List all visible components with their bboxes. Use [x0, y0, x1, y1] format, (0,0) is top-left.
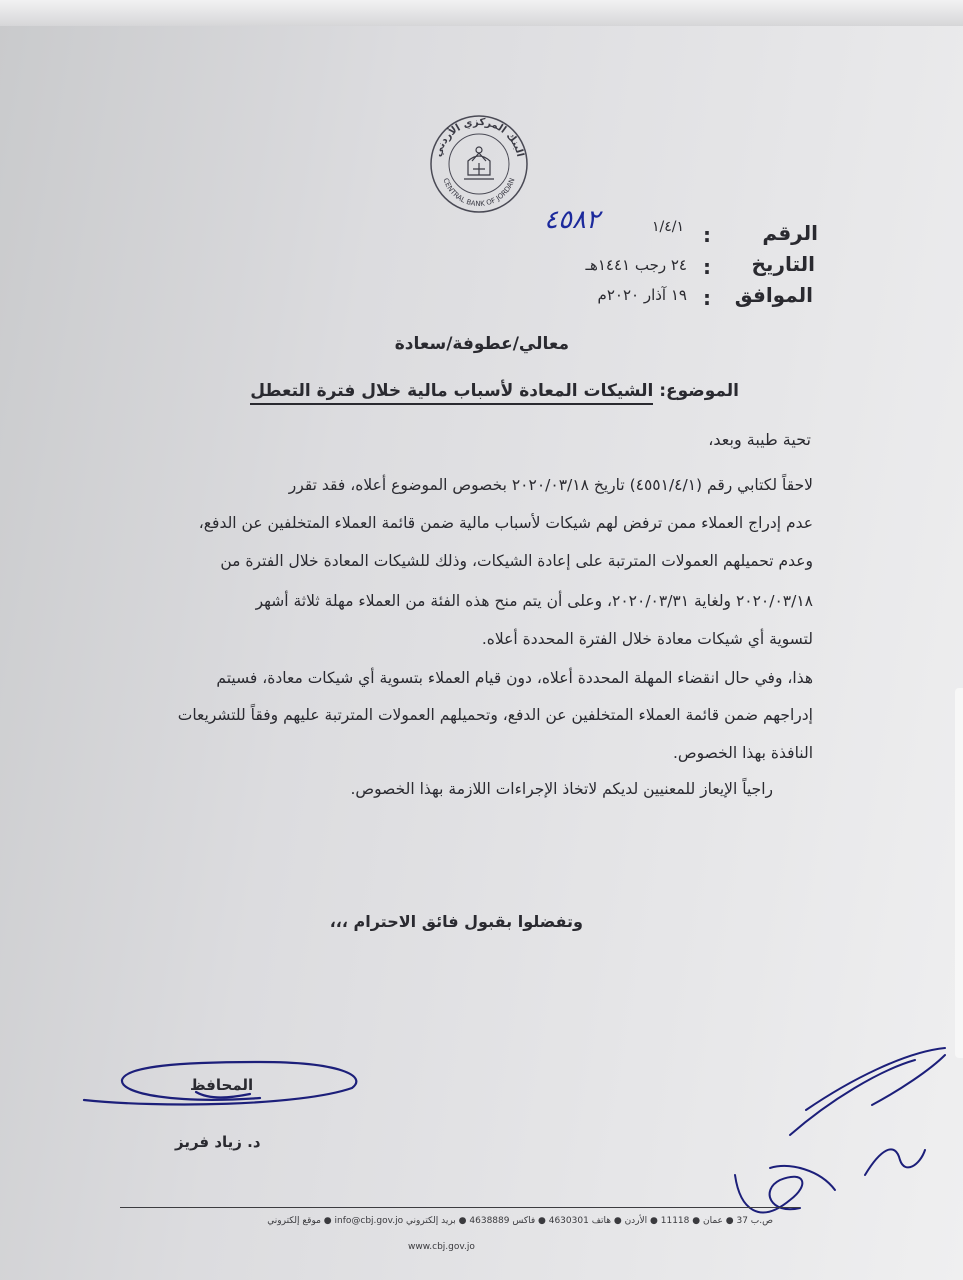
footer-website: www.cbj.gov.jo	[408, 1242, 475, 1252]
date-colon: :	[703, 255, 711, 279]
para1-line3: وعدم تحميلهم العمولات المترتبة على إعادة الشيكات، وذلك للشيكات المعادة خلال الفترة من	[220, 552, 813, 570]
ref-number-handwritten: ٤٥٨٢	[544, 205, 600, 235]
ref-label: الرقم	[762, 221, 818, 245]
subject-label: الموضوع:	[659, 381, 739, 401]
screen-edge-tab	[955, 688, 963, 1058]
para1-line4: ٢٠٢٠/٠٣/١٨ ولغاية ٢٠٢٠/٠٣/٣١، وعلى أن يتم منح هذه الفئة من العملاء مهلة ثلاثة أشهر	[255, 592, 813, 610]
date-value: ٢٤ رجب ١٤٤١هـ	[585, 256, 687, 274]
para1-line2: عدم إدراج العملاء ممن ترفض لهم شيكات لأسباب مالية ضمن قائمة العملاء المتخلفين عن الدفع،	[198, 514, 813, 532]
svg-text:البنك المركزي الأردني	[433, 117, 526, 158]
greg-colon: :	[703, 286, 711, 310]
greeting: تحية طيبة وبعد،	[708, 430, 811, 449]
para1-line1: لاحقاً لكتابي رقم (٤٥٥١/٤/١) تاريخ ٢٠٢٠/٠٣/١٨ بخصوص الموضوع أعلاه، فقد تقرر	[288, 476, 813, 494]
addressee: معالي/عطوفة/سعادة	[394, 334, 569, 354]
footer-contact: ص.ب 37 ● عمان ● 11118 ● الأردن ● هاتف 4630301 ● فاكس 4638889 ● بريد إلكتروني info@cbj.gov.jo ● موقع إلكتروني	[267, 1216, 773, 1226]
date-label: التاريخ	[751, 252, 815, 276]
bank-seal	[428, 113, 530, 215]
para2-line1: هذا، وفي حال انقضاء المهلة المحددة أعلاه، دون قيام العملاء بتسوية أي شيكات معادة، فسيتم	[216, 669, 813, 687]
subject-line	[250, 381, 739, 401]
subject-text: الشيكات المعادة لأسباب مالية خلال فترة التعطل	[250, 381, 653, 405]
para3: راجياً الإيعاز للمعنيين لديكم لاتخاذ الإجراءات اللازمة بهذا الخصوص.	[350, 780, 773, 798]
para2-line3: النافذة بهذا الخصوص.	[673, 744, 813, 762]
signatory-title: المحافظ	[190, 1076, 254, 1094]
seal-english-text: CENTRAL BANK OF JORDAN	[441, 177, 517, 209]
para1-line5: لتسوية أي شيكات معادة خلال الفترة المحددة أعلاه.	[481, 630, 813, 648]
paper-fold	[0, 0, 963, 26]
greg-label: الموافق	[734, 283, 813, 307]
handwritten-marks	[735, 1048, 945, 1212]
signatory-name: د. زياد فريز	[175, 1133, 261, 1151]
greg-value: ١٩ آذار ٢٠٢٠م	[597, 286, 687, 304]
seal-emblem-icon	[428, 113, 530, 215]
footer-rule	[120, 1207, 800, 1208]
closing: وتفضلوا بقبول فائق الاحترام ،،،	[329, 912, 583, 931]
para2-line2: إدراجهم ضمن قائمة العملاء المتخلفين عن الدفع، وتحميلهم العمولات المترتبة عليهم وفقاً للتشريعات	[177, 706, 813, 724]
ref-colon: :	[703, 223, 711, 247]
ref-prefix: ١/٤/١	[652, 219, 684, 235]
seal-arabic-text: البنك المركزي الأردني	[432, 116, 526, 159]
